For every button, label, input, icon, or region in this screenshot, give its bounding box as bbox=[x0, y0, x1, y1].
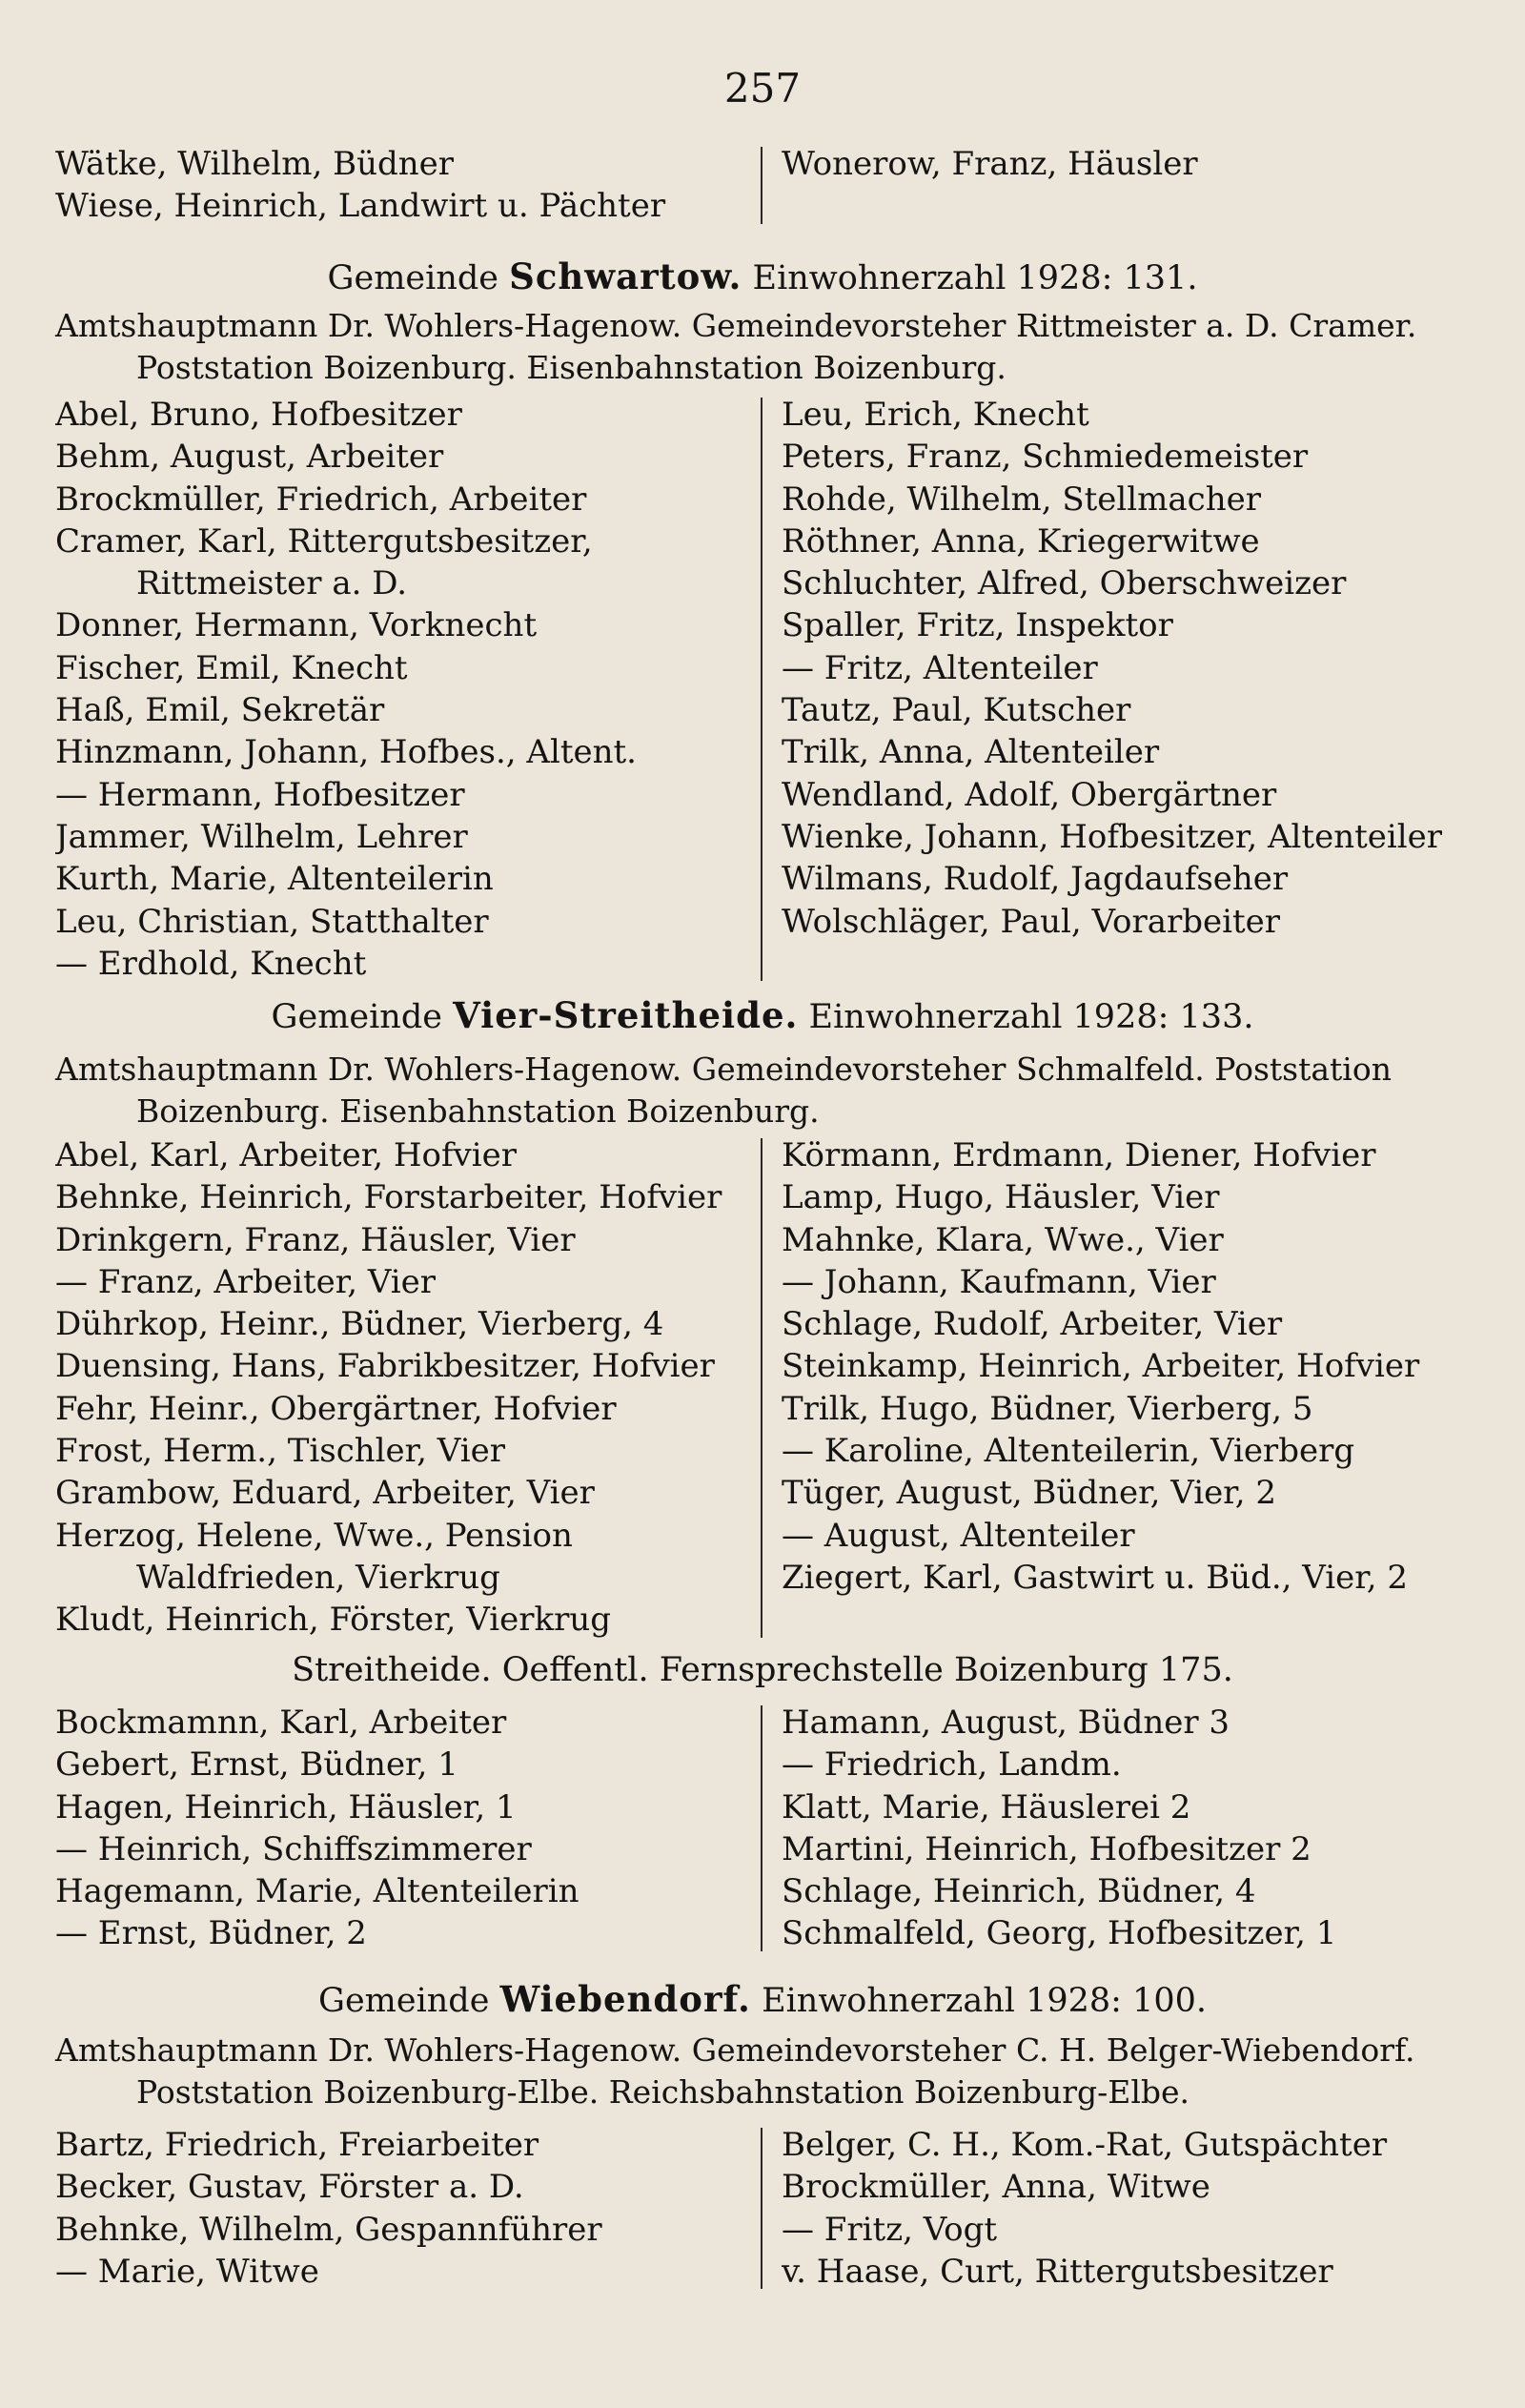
list-item: Bockmamnn, Karl, Arbeiter bbox=[55, 1704, 507, 1742]
entries-right-column bbox=[762, 143, 1468, 185]
municipality-name: Vier-Streitheide. bbox=[453, 994, 799, 1036]
entries-wiebendorf bbox=[55, 2124, 1475, 2293]
section-info-wiebendorf bbox=[55, 2030, 1485, 2113]
list-item: Kludt, Heinrich, Förster, Vierkrug bbox=[55, 1601, 611, 1640]
list-item: Wonerow, Franz, Häusler bbox=[782, 145, 1198, 183]
section-heading-wiebendorf bbox=[0, 1978, 1525, 2020]
list-item: Schluchter, Alfred, Oberschweizer bbox=[782, 564, 1347, 603]
info-line: Amtshauptmann Dr. Wohlers-Hagenow. Gemeindevorsteher Rittmeister a. D. Cramer. bbox=[55, 307, 1417, 344]
entries-top bbox=[55, 143, 1475, 228]
list-item: — Johann, Kaufmann, Vier bbox=[782, 1262, 1216, 1301]
subsection-title: Streitheide. Oeffentl. Fernsprechstelle Boizenburg 175. bbox=[292, 1651, 1233, 1689]
entries-left-column bbox=[55, 2124, 761, 2293]
info-line: Poststation Boizenburg. Eisenbahnstation Boizenburg. bbox=[136, 349, 1006, 386]
list-item: Spaller, Fritz, Inspektor bbox=[782, 606, 1173, 645]
list-item: Klatt, Marie, Häuslerei 2 bbox=[782, 1787, 1191, 1826]
list-item: Wendland, Adolf, Obergärtner bbox=[782, 775, 1277, 814]
list-item: Grambow, Eduard, Arbeiter, Vier bbox=[55, 1474, 595, 1513]
list-item: — Fritz, Altenteiler bbox=[782, 648, 1098, 687]
entries-left-column bbox=[55, 1702, 761, 1955]
list-item: — Hermann, Hofbesitzer bbox=[55, 775, 465, 814]
list-item: Wolschläger, Paul, Vorarbeiter bbox=[782, 902, 1281, 941]
entries-schwartow bbox=[55, 394, 1475, 985]
entries-streitheide bbox=[55, 1702, 1475, 1955]
list-item: Duensing, Hans, Fabrikbesitzer, Hofvier bbox=[55, 1347, 715, 1386]
list-item: Schmalfeld, Georg, Hofbesitzer, 1 bbox=[782, 1914, 1337, 1953]
page-number: 257 bbox=[723, 65, 802, 112]
section-heading-schwartow bbox=[0, 255, 1525, 297]
list-item: Jammer, Wilhelm, Lehrer bbox=[55, 817, 468, 856]
entries-left-column bbox=[55, 1134, 761, 1642]
list-item: Schlage, Rudolf, Arbeiter, Vier bbox=[782, 1305, 1283, 1344]
list-item: Leu, Erich, Knecht bbox=[782, 396, 1089, 434]
list-item: Hamann, August, Büdner 3 bbox=[782, 1704, 1230, 1742]
population: Einwohnerzahl 1928: 100. bbox=[762, 1982, 1207, 2020]
list-item: — Ernst, Büdner, 2 bbox=[55, 1914, 367, 1953]
entries-left-column bbox=[55, 143, 761, 228]
info-line: Poststation Boizenburg-Elbe. Reichsbahnstation Boizenburg-Elbe. bbox=[136, 2073, 1190, 2111]
list-item: Steinkamp, Heinrich, Arbeiter, Hofvier bbox=[782, 1347, 1420, 1386]
list-item: Hinzmann, Johann, Hofbes., Altent. bbox=[55, 733, 637, 772]
list-item: Fischer, Emil, Knecht bbox=[55, 648, 408, 687]
list-item: Lamp, Hugo, Häusler, Vier bbox=[782, 1178, 1220, 1217]
info-line: Boizenburg. Eisenbahnstation Boizenburg. bbox=[136, 1092, 820, 1130]
list-item: Körmann, Erdmann, Diener, Hofvier bbox=[782, 1136, 1376, 1174]
list-item: — Fritz, Vogt bbox=[782, 2210, 998, 2249]
list-item: — Franz, Arbeiter, Vier bbox=[55, 1262, 437, 1301]
info-line: Amtshauptmann Dr. Wohlers-Hagenow. Gemeindevorsteher C. H. Belger-Wiebendorf. bbox=[55, 2031, 1415, 2069]
entries-left-column bbox=[55, 394, 761, 985]
heading-prefix: Gemeinde bbox=[318, 1982, 490, 2020]
list-item: Wätke, Wilhelm, Büdner bbox=[55, 145, 455, 183]
list-item: Trilk, Hugo, Büdner, Vierberg, 5 bbox=[782, 1389, 1313, 1428]
entries-right-column bbox=[762, 2124, 1468, 2293]
list-item: Trilk, Anna, Altenteiler bbox=[782, 733, 1160, 772]
list-item: — Heinrich, Schiffszimmerer bbox=[55, 1829, 532, 1868]
list-item: Haß, Emil, Sekretär bbox=[55, 691, 385, 730]
list-item: Behnke, Heinrich, Forstarbeiter, Hofvier bbox=[55, 1178, 722, 1217]
list-item: Becker, Gustav, Förster a. D. bbox=[55, 2168, 524, 2207]
list-item: Kurth, Marie, Altenteilerin bbox=[55, 860, 494, 899]
list-item: Ziegert, Karl, Gastwirt u. Büd., Vier, 2 bbox=[782, 1558, 1408, 1597]
entries-right-column bbox=[762, 1134, 1468, 1599]
list-item: Donner, Hermann, Vorknecht bbox=[55, 606, 538, 645]
list-item: Röthner, Anna, Kriegerwitwe bbox=[782, 521, 1260, 561]
list-item: — Erdhold, Knecht bbox=[55, 944, 367, 983]
heading-prefix: Gemeinde bbox=[271, 998, 442, 1036]
list-item: Abel, Karl, Arbeiter, Hofvier bbox=[55, 1136, 517, 1174]
list-item: Leu, Christian, Statthalter bbox=[55, 902, 489, 941]
list-item: Martini, Heinrich, Hofbesitzer 2 bbox=[782, 1829, 1312, 1868]
list-item: Belger, C. H., Kom.-Rat, Gutspächter bbox=[782, 2126, 1388, 2164]
list-item: Hagen, Heinrich, Häusler, 1 bbox=[55, 1787, 517, 1826]
entries-vier-streitheide bbox=[55, 1134, 1475, 1642]
population: Einwohnerzahl 1928: 133. bbox=[808, 998, 1254, 1036]
list-item: Wienke, Johann, Hofbesitzer, Altenteiler bbox=[782, 817, 1443, 856]
list-item: v. Haase, Curt, Rittergutsbesitzer bbox=[782, 2252, 1333, 2291]
list-item: Behm, August, Arbeiter bbox=[55, 438, 444, 477]
entries-right-column bbox=[762, 394, 1468, 943]
list-item: Fehr, Heinr., Obergärtner, Hofvier bbox=[55, 1389, 617, 1428]
list-item: Behnke, Wilhelm, Gespannführer bbox=[55, 2210, 602, 2249]
list-item: Frost, Herm., Tischler, Vier bbox=[55, 1432, 505, 1471]
list-item: — Karoline, Altenteilerin, Vierberg bbox=[782, 1432, 1355, 1471]
list-item: Rohde, Wilhelm, Stellmacher bbox=[782, 480, 1261, 519]
section-heading-vier-streitheide bbox=[0, 994, 1525, 1036]
list-item: Gebert, Ernst, Büdner, 1 bbox=[55, 1745, 458, 1785]
list-item: Brockmüller, Anna, Witwe bbox=[782, 2168, 1210, 2207]
section-info-schwartow bbox=[55, 305, 1485, 389]
entries-right-column bbox=[762, 1702, 1468, 1955]
population: Einwohnerzahl 1928: 131. bbox=[752, 259, 1198, 297]
list-item: Bartz, Friedrich, Freiarbeiter bbox=[55, 2126, 539, 2164]
list-item: Abel, Bruno, Hofbesitzer bbox=[55, 396, 462, 434]
list-item: Drinkgern, Franz, Häusler, Vier bbox=[55, 1220, 576, 1259]
heading-prefix: Gemeinde bbox=[327, 259, 498, 297]
list-item: Hagemann, Marie, Altenteilerin bbox=[55, 1872, 580, 1911]
subsection-heading-streitheide bbox=[0, 1651, 1525, 1689]
municipality-name: Schwartow. bbox=[509, 255, 742, 297]
list-item: Tüger, August, Büdner, Vier, 2 bbox=[782, 1474, 1276, 1513]
list-item: — August, Altenteiler bbox=[782, 1516, 1135, 1555]
list-item: Dührkop, Heinr., Büdner, Vierberg, 4 bbox=[55, 1305, 664, 1344]
list-item: Wiese, Heinrich, Landwirt u. Pächter bbox=[55, 187, 666, 226]
info-line: Amtshauptmann Dr. Wohlers-Hagenow. Gemeindevorsteher Schmalfeld. Poststation bbox=[55, 1051, 1392, 1088]
list-item: Schlage, Heinrich, Büdner, 4 bbox=[782, 1872, 1256, 1911]
list-item: Herzog, Helene, Wwe., Pension Waldfrieden, Vierkrug bbox=[55, 1516, 573, 1597]
list-item: Brockmüller, Friedrich, Arbeiter bbox=[55, 480, 587, 519]
list-item: Peters, Franz, Schmiedemeister bbox=[782, 438, 1309, 477]
list-item: Cramer, Karl, Rittergutsbesitzer, Rittmeister a. D. bbox=[55, 521, 593, 603]
list-item: Wilmans, Rudolf, Jagdaufseher bbox=[782, 860, 1289, 899]
list-item: Tautz, Paul, Kutscher bbox=[782, 691, 1131, 730]
section-info-vier-streitheide bbox=[55, 1049, 1485, 1133]
list-item: — Friedrich, Landm. bbox=[782, 1745, 1122, 1785]
municipality-name: Wiebendorf. bbox=[499, 1978, 751, 2020]
list-item: — Marie, Witwe bbox=[55, 2252, 319, 2291]
list-item: Mahnke, Klara, Wwe., Vier bbox=[782, 1220, 1224, 1259]
